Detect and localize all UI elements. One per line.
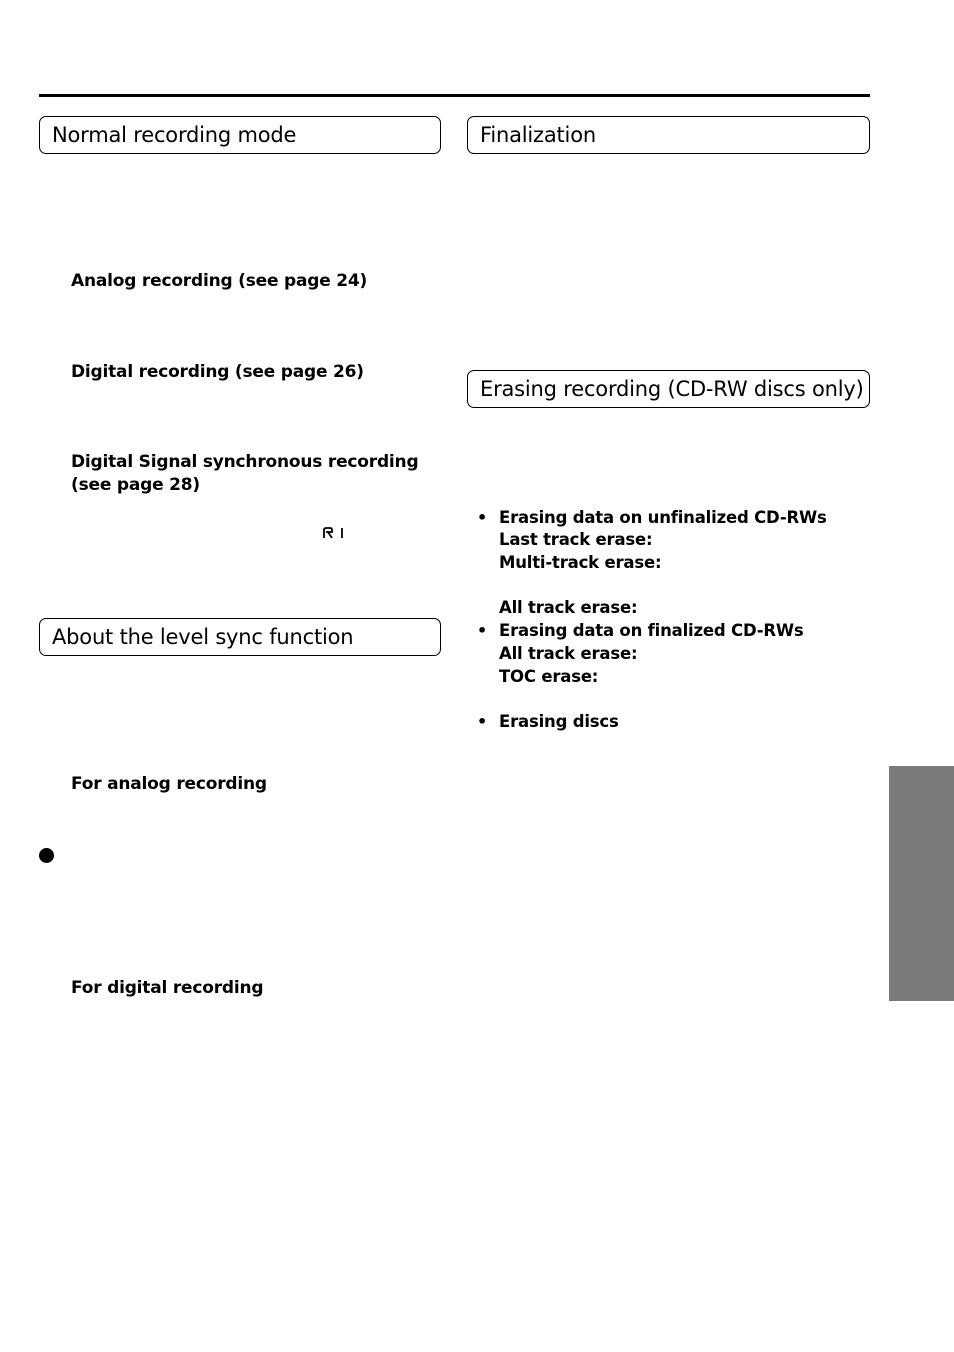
label-last-track-erase: Last track erase: [499,530,653,549]
subheading-digital-sync-recording-line2: (see page 28) [71,475,200,495]
subheading-for-analog-recording: For analog recording [71,774,267,794]
subheading-digital-recording: Digital recording (see page 26) [71,362,364,382]
heading-erasing-recording: Erasing recording (CD-RW discs only) [467,370,870,408]
top-rule [39,94,870,97]
side-tab [889,766,954,1001]
segment-display-icon [322,526,348,540]
list-item-erasing-unfinalized: Erasing data on unfinalized CD-RWs [499,508,827,527]
heading-level-sync-function: About the level sync function [39,618,441,656]
heading-finalization: Finalization [467,116,870,154]
subheading-for-digital-recording: For digital recording [71,978,264,998]
bullet-dot-icon: • [477,712,488,731]
label-all-track-erase-finalized: All track erase: [499,644,638,663]
bullet-dot-icon: • [477,508,488,527]
subheading-analog-recording: Analog recording (see page 24) [71,271,368,291]
label-toc-erase: TOC erase: [499,667,599,686]
subheading-digital-sync-recording-line1: Digital Signal synchronous recording [71,452,419,472]
list-item-erasing-discs: Erasing discs [499,712,619,731]
list-item-erasing-finalized: Erasing data on finalized CD-RWs [499,621,804,640]
heading-normal-recording-mode: Normal recording mode [39,116,441,154]
bullet-dot-icon: • [477,621,488,640]
label-multi-track-erase: Multi-track erase: [499,553,662,572]
label-all-track-erase-unfinalized: All track erase: [499,598,638,617]
filled-circle-icon [39,848,54,863]
